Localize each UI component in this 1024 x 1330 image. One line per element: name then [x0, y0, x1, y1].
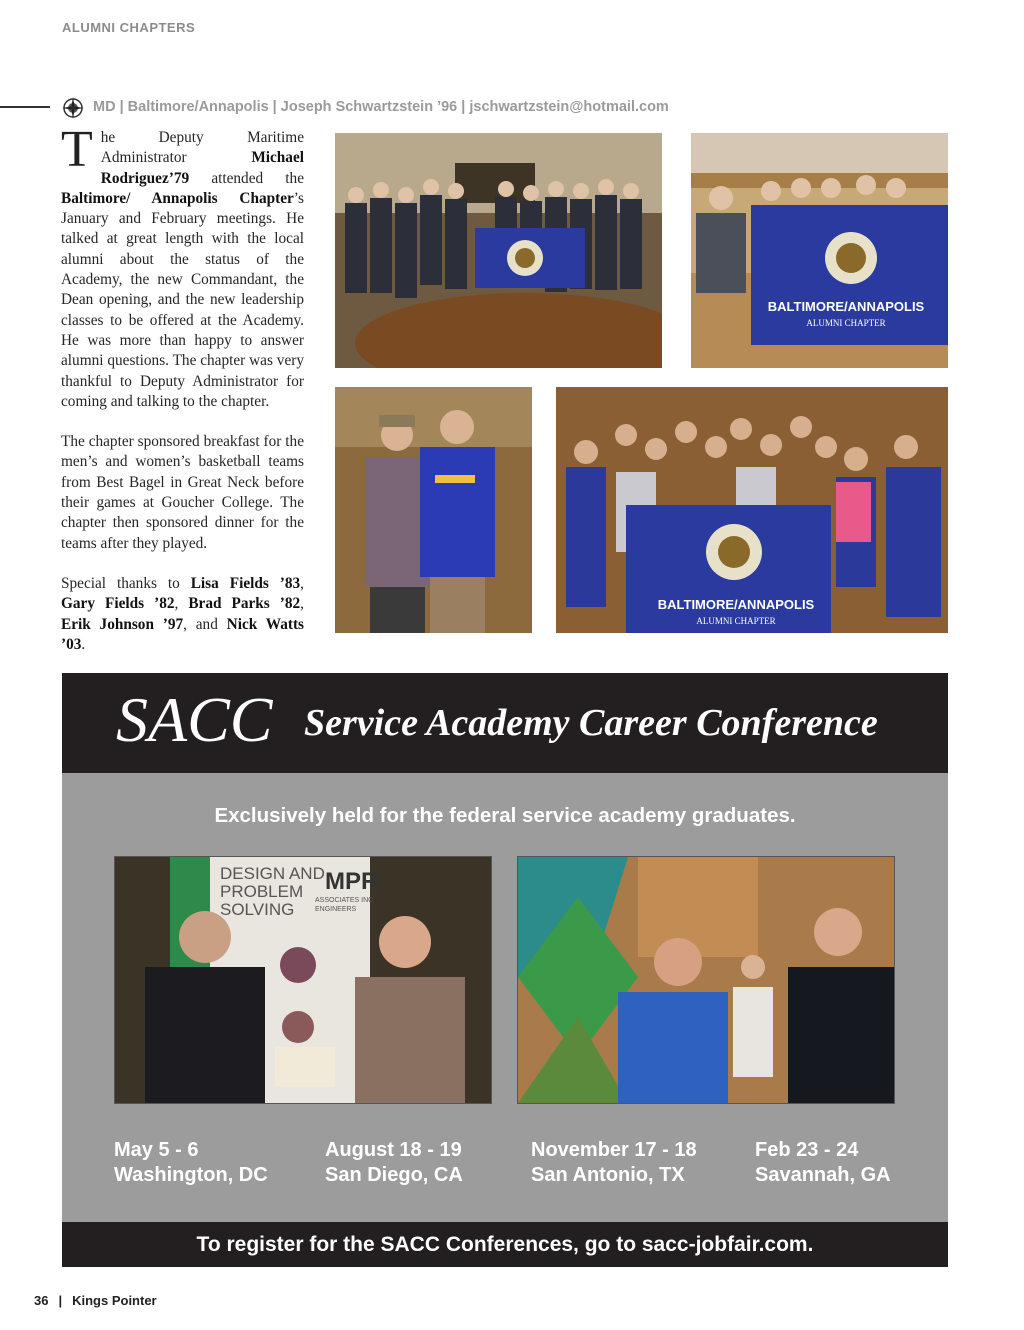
sacc-title: Service Academy Career Conference [304, 702, 878, 744]
text-run: attended the [189, 169, 304, 187]
section-label: ALUMNI CHAPTERS [62, 20, 196, 35]
footer-separator: | [58, 1293, 63, 1308]
event-savannah [755, 1138, 891, 1188]
chapter-header: MD | Baltimore/Annapolis | Joseph Schwartzstein ’96 | jschwartzstein@hotmail.com [93, 99, 669, 115]
flag-text-line1: BALTIMORE/ANNAPOLIS [657, 597, 815, 612]
event-dates: November 17 - 18 [531, 1139, 697, 1161]
sacc-photo-networking [517, 856, 895, 1104]
text-run: he Deputy Maritime Administrator [100, 129, 304, 167]
publication-name: Kings Pointer [72, 1293, 157, 1308]
mpr-logo-sub2: ENGINEERS [315, 906, 357, 913]
text-run: . [81, 635, 86, 653]
event-location: San Antonio, TX [531, 1164, 685, 1186]
sacc-tagline: Exclusively held for the federal service academy graduates. [214, 804, 796, 827]
name-brad-parks: Brad Parks ’82 [188, 595, 301, 613]
event-washington [114, 1138, 268, 1188]
name-nick-watts: Nick Watts ’03 [61, 615, 305, 653]
name-lisa-fields: Lisa Fields ’83 [190, 574, 301, 592]
sacc-brand: SACC [116, 684, 273, 755]
chapter-name: Baltimore/ Annapolis Chapter [61, 189, 294, 207]
photo-two-men [335, 387, 532, 633]
text-run: , [300, 574, 304, 592]
text-run: , [300, 595, 304, 613]
article-paragraph-2: The chapter sponsored breakfast for the men’s and women’s basketball teams from Best Bagel in Great Neck before their games at Goucher College. The chapter then sponsored dinner for the teams after they played. [61, 433, 304, 552]
flag-text-line2: ALUMNI CHAPTER [806, 318, 886, 328]
event-location: Savannah, GA [755, 1164, 891, 1186]
booth-sign-line2: PROBLEM [220, 882, 304, 901]
event-location: San Diego, CA [325, 1164, 463, 1186]
article-paragraph-3 [61, 574, 304, 655]
photo-meeting-group [335, 133, 662, 368]
name-gary-fields: Gary Fields ’82 [61, 595, 175, 613]
article-body [61, 121, 305, 675]
flag-text-line2: ALUMNI CHAPTER [696, 616, 776, 626]
sacc-banner [62, 673, 948, 773]
text-run: Special thanks to [61, 574, 191, 592]
text-run: , [174, 595, 189, 613]
mpr-logo: MPR [325, 868, 379, 895]
page-number: 36 [34, 1293, 49, 1308]
event-dates: May 5 - 6 [114, 1139, 199, 1161]
text-run: , and [183, 615, 227, 633]
drop-cap: T [61, 121, 93, 178]
booth-sign-line1: DESIGN AND [220, 864, 325, 883]
flag-text-line1: BALTIMORE/ANNAPOLIS [767, 299, 925, 314]
compass-icon [62, 97, 84, 119]
article-paragraph-1 [61, 121, 304, 412]
photo-bleachers-flag [691, 133, 948, 368]
page-footer [34, 1293, 167, 1308]
event-dates: August 18 - 19 [325, 1139, 462, 1161]
booth-sign-line3: SOLVING [220, 900, 295, 919]
event-dates: Feb 23 - 24 [755, 1139, 859, 1161]
header-rule [0, 106, 50, 108]
sacc-advertisement [62, 673, 948, 1267]
name-erik-johnson: Erik Johnson ’97 [61, 615, 184, 633]
sacc-register-link[interactable]: To register for the SACC Conferences, go to sacc-jobfair.com. [62, 1222, 948, 1267]
event-location: Washington, DC [114, 1164, 268, 1186]
text-run: ’s January and February meetings. He talked at great length with the local alumni about the status of the Academy, the new Commandant, the Dean opening, and the new leadership classes to be offered at the Academy. He was more than happy to answer alumni questions. The chapter was very thankful to Deputy Administrator for coming and talking to the chapter. [61, 189, 304, 410]
photo-team-flag [556, 387, 948, 633]
event-san-antonio [531, 1138, 697, 1188]
name-michael-rodriguez: Michael Rodriguez’79 [100, 149, 304, 187]
event-san-diego [325, 1138, 463, 1188]
mpr-logo-sub: ASSOCIATES INC [315, 897, 374, 904]
sacc-photo-booth [114, 856, 492, 1104]
